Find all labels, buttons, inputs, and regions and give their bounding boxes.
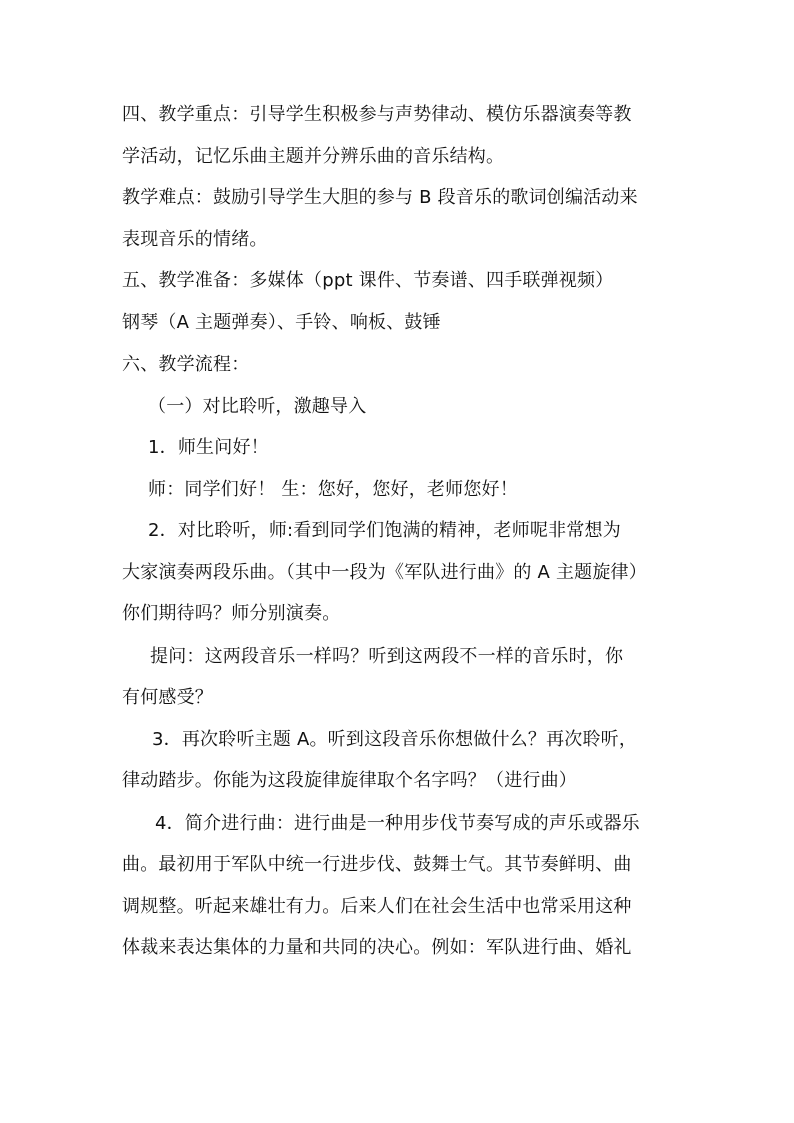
text-line: 五、教学准备：多媒体（ppt 课件、节奏谱、四手联弹视频） — [122, 270, 614, 291]
text-line: 提问：这两段音乐一样吗？听到这两段不一样的音乐时，你 — [150, 646, 624, 667]
text-line: 表现音乐的情绪。 — [122, 229, 268, 250]
text-line: 曲。最初用于军队中统一行进步伐、鼓舞士气。其节奏鲜明、曲 — [122, 854, 632, 875]
text-line: 钢琴（A 主题弹奏）、手铃、响板、鼓锤 — [122, 312, 441, 333]
text-line: 教学难点：鼓励引导学生大胆的参与 B 段音乐的歌词创编活动来 — [122, 187, 638, 208]
text-line: 大家演奏两段乐曲。（其中一段为《军队进行曲》的 A 主题旋律） — [122, 562, 647, 583]
text-line: 有何感受？ — [122, 687, 213, 708]
text-line: 1．师生问好！ — [148, 437, 269, 458]
text-line: 律动踏步。你能为这段旋律旋律取个名字吗？（进行曲） — [122, 770, 577, 791]
text-line: （一）对比聆听，激趣导入 — [148, 396, 367, 417]
text-line: 四、教学重点：引导学生积极参与声势律动、模仿乐器演奏等教 — [122, 104, 632, 125]
text-line: 调规整。听起来雄壮有力。后来人们在社会生活中也常采用这种 — [122, 896, 632, 917]
text-line: 师：同学们好！ 生：您好，您好，老师您好！ — [148, 479, 518, 500]
text-line: 4．简介进行曲：进行曲是一种用步伐节奏写成的声乐或器乐 — [155, 813, 640, 834]
text-line: 3．再次聆听主题 A。听到这段音乐你想做什么？再次聆听， — [152, 729, 638, 750]
text-line: 六、教学流程： — [122, 354, 250, 375]
text-line: 体裁来表达集体的力量和共同的决心。例如：军队进行曲、婚礼 — [122, 937, 632, 958]
text-line: 你们期待吗？师分别演奏。 — [122, 603, 341, 624]
text-line: 学活动，记忆乐曲主题并分辨乐曲的音乐结构。 — [122, 146, 505, 167]
text-line: 2．对比聆听，师:看到同学们饱满的精神，老师呢非常想为 — [148, 520, 621, 541]
